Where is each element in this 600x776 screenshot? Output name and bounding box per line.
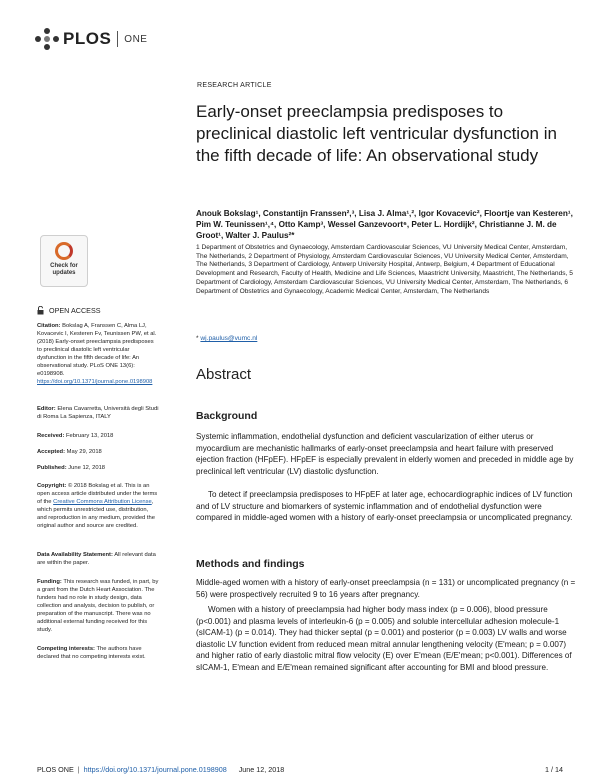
article-title: Early-onset preeclampsia predisposes to preclinical diastolic left ventricular dysfunction in the fifth decade of life: An observational study xyxy=(196,102,557,165)
methods-heading: Methods and findings xyxy=(196,558,305,570)
footer-divider: | xyxy=(77,765,80,774)
abstract-heading: Abstract xyxy=(196,366,252,383)
license-link[interactable]: Creative Commons Attribution License xyxy=(53,499,152,505)
copyright-label: Copyright: xyxy=(37,483,67,489)
check-for-updates-badge[interactable] xyxy=(40,235,88,287)
footer-doi-link[interactable]: https://doi.org/10.1371/journal.pone.0198908 xyxy=(83,765,227,774)
page-number: 1 / 14 xyxy=(545,765,563,774)
page-footer xyxy=(37,765,284,774)
open-access-label: OPEN ACCESS xyxy=(49,306,101,315)
citation-label: Citation: xyxy=(37,323,61,329)
funding-label: Funding: xyxy=(37,579,62,585)
plos-dots-icon xyxy=(35,28,59,50)
background-heading: Background xyxy=(196,410,258,422)
brand-name: PLOS xyxy=(63,29,112,48)
copyright-text-2: , which permits unrestricted use, distribution, and reproduction in any medium, provided the original author and source are credited. xyxy=(37,499,155,529)
citation-doi-link[interactable]: https://doi.org/10.1371/journal.pone.0198908 xyxy=(37,379,153,385)
footer-date: June 12, 2018 xyxy=(238,765,285,774)
funding-block xyxy=(37,578,159,634)
copyright-block xyxy=(37,482,159,530)
citation-block xyxy=(37,322,159,386)
article-type-label: RESEARCH ARTICLE xyxy=(197,82,272,89)
accepted-date: May 29, 2018 xyxy=(66,449,102,455)
corresponding-author xyxy=(196,335,257,342)
data-availability-label: Data Availability Statement: xyxy=(37,552,113,558)
competing-interests-label: Competing interests: xyxy=(37,646,95,652)
footer-journal: PLOS ONE xyxy=(37,765,74,774)
competing-interests-block xyxy=(37,645,159,661)
check-for-updates-label: Check for updates xyxy=(50,263,78,276)
accepted-label: Accepted: xyxy=(37,449,66,455)
citation-text: Bokslag A, Franssen C, Alma LJ, Kovacevic I, Kesteren Fv, Teunissen PW, et al. (2018) Early-onset preeclampsia predisposes to preclinical diastolic left ventricular dysfunction in the fifth decade of life: An observational study. PLoS ONE 13(6): e0198908. xyxy=(37,323,157,377)
methods-paragraph-2: Women with a history of preeclampsia had higher body mass index (p = 0.006), blood pressure (p<0.001) and plasma levels of interleukin-6 (p = 0.005) and soluble intercellular adhesion molecule-1 (sICAM-1) (p = 0.014). They had thicker septal (p = 0.001) and posterior (p = 0.003) LV walls and worse diastolic LV function evident from reduced mean mitral annular lengthening velocity (E'mean; p = 0.007) and higher ratio of early diastolic mitral flow velocity (E) over E'mean (E/E'mean; p<0.001). Differences of sICAM-1, E'mean and E/E'mean remained significant after accounting for BMI and blood pressure. xyxy=(196,605,572,672)
accepted-block xyxy=(37,448,159,456)
funding-text: This research was funded, in part, by a grant from the Dutch Heart Association. The funders had no role in study design, data collection and analysis, decision to publish, or preparation of the manuscript. There was no additional external funding received for this study. xyxy=(37,579,159,633)
published-date: June 12, 2018 xyxy=(68,465,106,471)
corresponding-email-link[interactable]: wj.paulus@vumc.nl xyxy=(200,335,258,342)
journal-name: ONE xyxy=(124,33,148,45)
author-list: Anouk Bokslag¹, Constantijn Franssen²,³, Lisa J. Alma¹,², Igor Kovacevic², Floortje van Kesteren¹, Pim W. Teunissen¹,⁴, Otto Kamp³, Wessel Ganzevoort⁶, Peter L. Hordijk², Christianne J. M. de Groot¹, Walter J. Paulus²* xyxy=(196,209,573,240)
received-block xyxy=(37,432,159,440)
editor-text: Elena Cavarretta, Università degli Studi di Roma La Sapienza, ITALY xyxy=(37,406,159,420)
data-availability-text: All relevant data are within the paper. xyxy=(37,552,156,566)
editor-label: Editor: xyxy=(37,406,56,412)
corresponding-mark: * xyxy=(196,335,199,342)
plos-logo[interactable] xyxy=(35,28,147,50)
logo-divider xyxy=(117,31,118,47)
background-paragraph-1: Systemic inflammation, endothelial dysfunction and deficient vascularization of either uterus or myocardium are mechanistic hallmarks of early-onset preeclampsia and heart failure with preserved ejection fraction (HFpEF). HFpEF is especially prevalent in elderly women and preceded in middle age by preclinical left ventricular (LV) diastolic dysfunction. xyxy=(196,432,574,476)
received-date: February 13, 2018 xyxy=(66,433,114,439)
competing-interests-text: The authors have declared that no competing interests exist. xyxy=(37,646,146,660)
published-block xyxy=(37,464,159,472)
editor-block xyxy=(37,405,159,421)
update-ring-icon xyxy=(55,242,73,260)
open-access-indicator xyxy=(37,306,101,315)
affiliations: 1 Department of Obstetrics and Gynaecology, Amsterdam Cardiovascular Sciences, VU University Medical Center, Amsterdam, The Netherlands, 2 Department of Physiology, Amsterdam Cardiovascular Sciences, VU University Medical Center, Amsterdam, The Netherlands, 3 Department of Cardiology, Antwerp University Hospital, Antwerp, Belgium, 4 Department of Educational Development and Research, Faculty of Health, Medicine and Life Sciences, Maastricht University, Maastricht, The Netherlands, 5 Department of Cardiology, Amsterdam Cardiovascular Sciences, VU University Medical Center, Amsterdam, The Netherlands, 6 Department of Obstetrics and Gynaecology, Academic Medical Center, Amsterdam, The Netherlands xyxy=(196,244,573,295)
data-availability-block xyxy=(37,551,159,567)
methods-paragraph-1: Middle-aged women with a history of early-onset preeclampsia (n = 131) or uncomplicated pregnancy (n = 56) were prospectively recruited 9 to 16 years after pregnancy. xyxy=(196,578,576,599)
published-label: Published: xyxy=(37,465,67,471)
received-label: Received: xyxy=(37,433,65,439)
copyright-text-1: © 2018 Bokslag et al. This is an open access article distributed under the terms of the xyxy=(37,483,158,505)
background-paragraph-2: To detect if preeclampsia predisposes to HFpEF at later age, echocardiographic indices of LV function and of LV structure and biomarkers of systemic inflammation and of endothelial dysfunction were compared in middle-aged women with a history of early-onset preeclampsia or uncomplicated pregnancy. xyxy=(196,490,573,522)
open-lock-icon xyxy=(37,306,44,315)
